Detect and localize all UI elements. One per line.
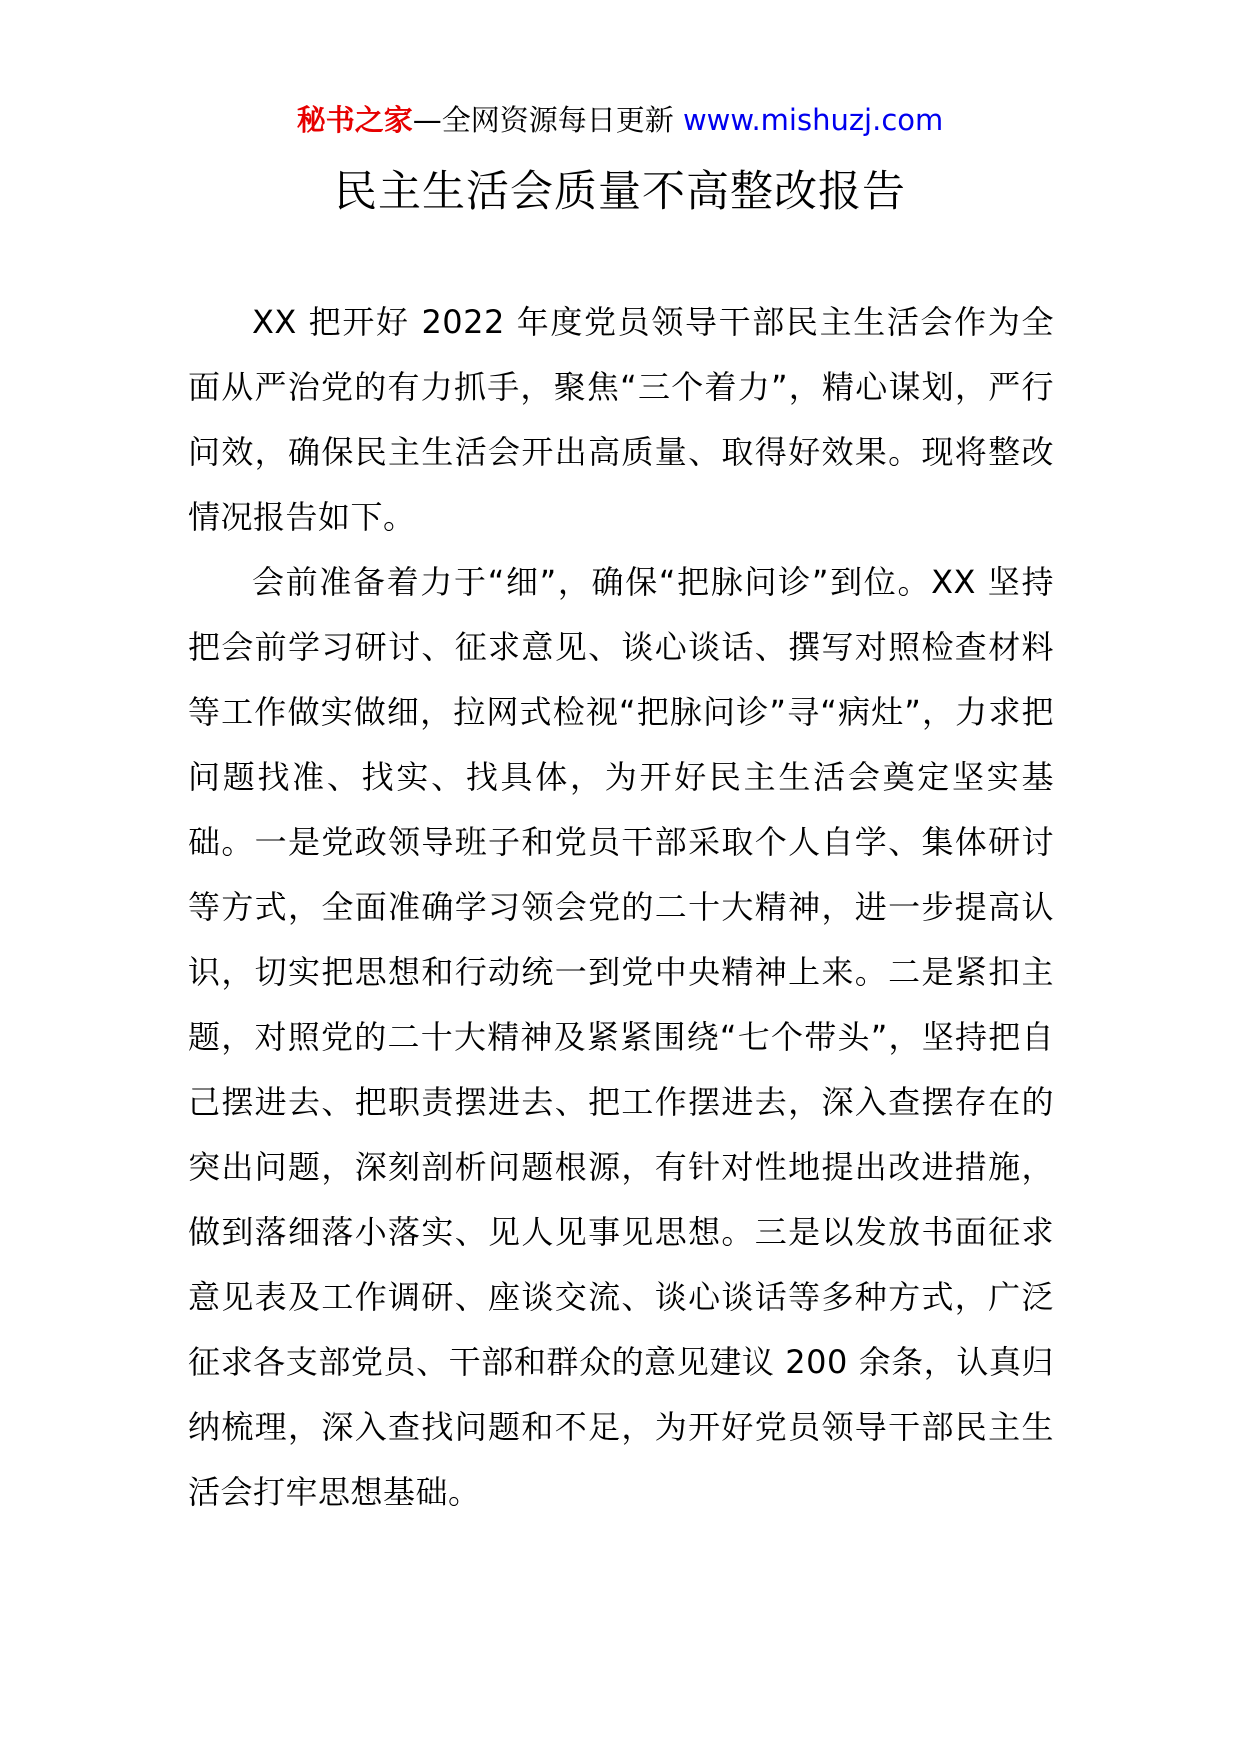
banner-tagline: —全网资源每日更新 [412,103,683,137]
paragraph-preparation: 会前准备着力于“细”，确保“把脉问诊”到位。XX 坚持把会前学习研讨、征求意见、谈心谈话、撰写对照检查材料等工作做实做细，拉网式检视“把脉问诊”寻“病灶”，力求把问题找准、找实、找具体，为开好民主生活会奠定坚实基础。一是党政领导班子和党员干部采取个人自学、集体研讨等方式，全面准确学习领会党的二十大精神，进一步提高认识，切实把思想和行动统一到党中央精神上来。二是紧扣主题，对照党的二十大精神及紧紧围绕“七个带头”，坚持把自己摆进去、把职责摆进去、把工作摆进去，深入查摆存在的突出问题，深刻剖析问题根源，有针对性地提出改进措施，做到落细落小落实、见人见事见思想。三是以发放书面征求意见表及工作调研、座谈交流、谈心谈话等多种方式，广泛征求各支部党员、干部和群众的意见建议 200 余条，认真归纳梳理，深入查找问题和不足，为开好党员领导干部民主生活会打牢思想基础。 [188,563,1054,1511]
paragraph-intro: XX 把开好 2022 年度党员领导干部民主生活会作为全面从严治党的有力抓手，聚焦“三个着力”，精心谋划，严行问效，确保民主生活会开出高质量、取得好效果。现将整改情况报告如下。 [188,303,1054,536]
document-title: 民主生活会质量不高整改报告 [334,167,906,217]
brand-name: 秘书之家 [296,103,413,137]
document-body [188,290,1054,1525]
site-url-link[interactable]: www.mishuzj.com [682,103,944,137]
site-banner [0,100,1240,140]
